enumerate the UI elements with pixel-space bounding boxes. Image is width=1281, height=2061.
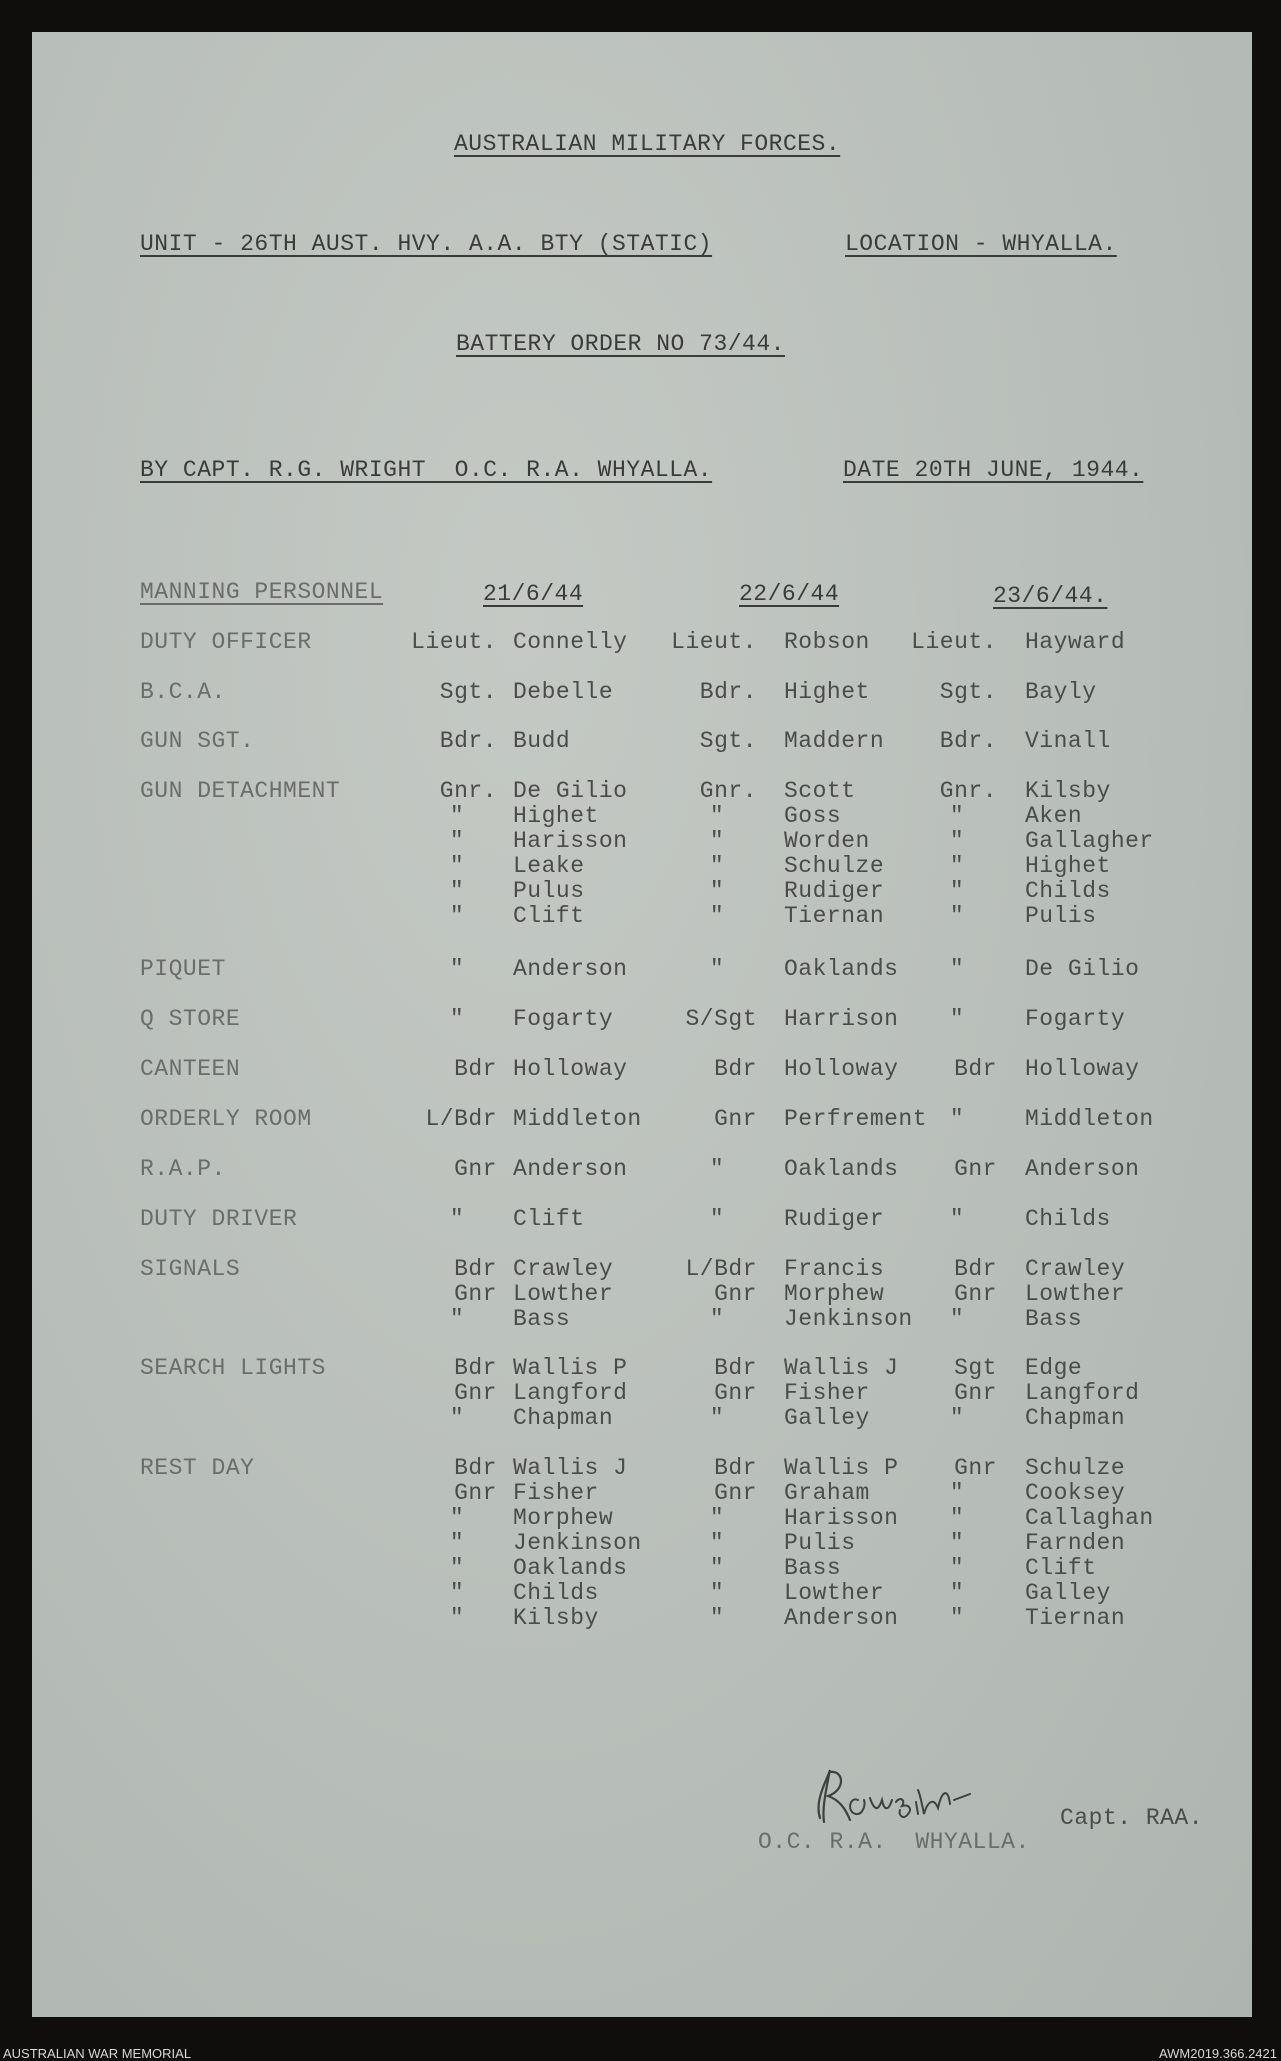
rank-cell: ": [449, 1555, 465, 1581]
duty-label: CANTEEN: [140, 1056, 241, 1082]
name-cell: Lowther: [513, 1281, 614, 1307]
name-cell: Wallis P: [513, 1355, 628, 1381]
rank-cell: ": [709, 1605, 725, 1631]
name-cell: Bass: [513, 1306, 571, 1332]
rank-cell: ": [449, 956, 465, 982]
rank-cell: ": [949, 1605, 965, 1631]
rank-cell: ": [949, 956, 965, 982]
name-cell: Rudiger: [784, 878, 885, 904]
rank-cell: Gnr: [714, 1380, 757, 1406]
name-cell: Crawley: [513, 1256, 614, 1282]
name-cell: Wallis J: [784, 1355, 899, 1381]
rank-cell: ": [949, 878, 965, 904]
name-cell: Fogarty: [1025, 1006, 1126, 1032]
duty-label: DUTY OFFICER: [140, 629, 312, 655]
name-cell: Pulus: [513, 878, 585, 904]
name-cell: Chapman: [1025, 1405, 1126, 1431]
rank-cell: ": [949, 1480, 965, 1506]
name-cell: Langford: [513, 1380, 628, 1406]
name-cell: Morphew: [784, 1281, 885, 1307]
name-cell: Harisson: [513, 828, 628, 854]
name-cell: Gallagher: [1025, 828, 1154, 854]
name-cell: Clift: [513, 1206, 585, 1232]
column-header-date-2: 22/6/44: [739, 581, 840, 607]
footer-accession-number: AWM2019.366.2421: [1158, 2046, 1277, 2061]
duty-label: PIQUET: [140, 956, 226, 982]
rank-cell: ": [449, 1530, 465, 1556]
rank-cell: Bdr: [954, 1256, 997, 1282]
name-cell: Leake: [513, 853, 585, 879]
name-cell: Harisson: [784, 1505, 899, 1531]
order-number: BATTERY ORDER NO 73/44.: [456, 331, 785, 357]
name-cell: Robson: [784, 629, 870, 655]
name-cell: Oaklands: [784, 1156, 899, 1182]
name-cell: Childs: [513, 1580, 599, 1606]
name-cell: Wallis J: [513, 1455, 628, 1481]
name-cell: Pulis: [1025, 903, 1097, 929]
name-cell: Rudiger: [784, 1206, 885, 1232]
name-cell: Middleton: [1025, 1106, 1154, 1132]
rank-cell: ": [709, 878, 725, 904]
rank-cell: Gnr: [714, 1480, 757, 1506]
column-header-date-1: 21/6/44: [483, 581, 584, 607]
rank-cell: Sgt.: [939, 679, 997, 705]
handwritten-signature: [800, 1760, 1000, 1830]
rank-cell: ": [949, 1505, 965, 1531]
rank-cell: ": [449, 1006, 465, 1032]
rank-cell: ": [449, 1405, 465, 1431]
rank-cell: Gnr: [714, 1106, 757, 1132]
rank-cell: ": [949, 903, 965, 929]
rank-cell: Gnr: [954, 1455, 997, 1481]
name-cell: Tiernan: [1025, 1605, 1126, 1631]
rank-cell: ": [449, 828, 465, 854]
name-cell: Farnden: [1025, 1530, 1126, 1556]
name-cell: Clift: [513, 903, 585, 929]
name-cell: Debelle: [513, 679, 614, 705]
rank-cell: ": [949, 1555, 965, 1581]
name-cell: Anderson: [513, 1156, 628, 1182]
name-cell: Langford: [1025, 1380, 1140, 1406]
name-cell: Kilsby: [513, 1605, 599, 1631]
rank-cell: ": [709, 1206, 725, 1232]
rank-cell: Bdr: [454, 1256, 497, 1282]
name-cell: Oaklands: [784, 956, 899, 982]
issued-by: BY CAPT. R.G. WRIGHT O.C. R.A. WHYALLA.: [140, 457, 713, 483]
rank-cell: ": [949, 1405, 965, 1431]
rank-cell: ": [449, 853, 465, 879]
name-cell: Morphew: [513, 1505, 614, 1531]
name-cell: Schulze: [784, 853, 885, 879]
rank-cell: ": [709, 1530, 725, 1556]
rank-cell: Bdr: [454, 1056, 497, 1082]
name-cell: Hayward: [1025, 629, 1126, 655]
rank-cell: Bdr: [714, 1355, 757, 1381]
name-cell: Fisher: [513, 1480, 599, 1506]
rank-cell: ": [449, 803, 465, 829]
name-cell: Highet: [784, 679, 870, 705]
name-cell: Anderson: [784, 1605, 899, 1631]
rank-cell: ": [949, 803, 965, 829]
signatory-rank: Capt. RAA.: [1060, 1805, 1204, 1831]
column-header-date-3: 23/6/44.: [993, 583, 1108, 609]
name-cell: Oaklands: [513, 1555, 628, 1581]
rank-cell: L/Bdr: [685, 1256, 757, 1282]
rank-cell: ": [449, 1580, 465, 1606]
duty-label: B.C.A.: [140, 679, 226, 705]
name-cell: De Gilio: [1025, 956, 1140, 982]
rank-cell: ": [709, 1306, 725, 1332]
rank-cell: ": [449, 878, 465, 904]
rank-cell: Lieut.: [671, 629, 757, 655]
rank-cell: Gnr: [714, 1281, 757, 1307]
name-cell: Clift: [1025, 1555, 1097, 1581]
rank-cell: ": [449, 1505, 465, 1531]
rank-cell: S/Sgt: [685, 1006, 757, 1032]
rank-cell: Bdr: [454, 1455, 497, 1481]
name-cell: Anderson: [513, 956, 628, 982]
rank-cell: ": [949, 828, 965, 854]
rank-cell: ": [949, 1530, 965, 1556]
rank-cell: Gnr.: [699, 778, 757, 804]
rank-cell: Bdr: [714, 1056, 757, 1082]
name-cell: Lowther: [784, 1580, 885, 1606]
name-cell: Galley: [1025, 1580, 1111, 1606]
rank-cell: Lieut.: [911, 629, 997, 655]
rank-cell: ": [709, 828, 725, 854]
name-cell: Wallis P: [784, 1455, 899, 1481]
name-cell: Childs: [1025, 1206, 1111, 1232]
name-cell: Aken: [1025, 803, 1083, 829]
signatory-office: O.C. R.A. WHYALLA.: [758, 1829, 1030, 1855]
name-cell: Anderson: [1025, 1156, 1140, 1182]
duty-label: Q STORE: [140, 1006, 241, 1032]
name-cell: Graham: [784, 1480, 870, 1506]
duty-label: ORDERLY ROOM: [140, 1106, 312, 1132]
name-cell: Worden: [784, 828, 870, 854]
name-cell: Highet: [1025, 853, 1111, 879]
rank-cell: L/Bdr: [425, 1106, 497, 1132]
duty-label: DUTY DRIVER: [140, 1206, 298, 1232]
duty-label: SIGNALS: [140, 1256, 241, 1282]
name-cell: Budd: [513, 728, 571, 754]
footer-source: AUSTRALIAN WAR MEMORIAL: [3, 2046, 192, 2061]
rank-cell: ": [949, 1206, 965, 1232]
rank-cell: ": [709, 1405, 725, 1431]
name-cell: Chapman: [513, 1405, 614, 1431]
name-cell: Scott: [784, 778, 856, 804]
rank-cell: ": [949, 853, 965, 879]
rank-cell: Bdr: [714, 1455, 757, 1481]
name-cell: Holloway: [513, 1056, 628, 1082]
name-cell: Connelly: [513, 629, 628, 655]
rank-cell: Gnr: [454, 1380, 497, 1406]
rank-cell: Gnr: [954, 1380, 997, 1406]
name-cell: Callaghan: [1025, 1505, 1154, 1531]
name-cell: Tiernan: [784, 903, 885, 929]
rank-cell: Gnr: [954, 1281, 997, 1307]
rank-cell: ": [709, 803, 725, 829]
order-date: DATE 20TH JUNE, 1944.: [843, 457, 1144, 483]
rank-cell: ": [949, 1106, 965, 1132]
rank-cell: Gnr.: [439, 778, 497, 804]
name-cell: Fisher: [784, 1380, 870, 1406]
duty-label: R.A.P.: [140, 1156, 226, 1182]
rank-cell: Sgt.: [439, 679, 497, 705]
rank-cell: ": [709, 1555, 725, 1581]
rank-cell: ": [949, 1006, 965, 1032]
rank-cell: ": [709, 853, 725, 879]
location-line: LOCATION - WHYALLA.: [845, 231, 1117, 257]
name-cell: Perfrement: [784, 1106, 928, 1132]
rank-cell: ": [449, 1306, 465, 1332]
rank-cell: Bdr: [454, 1355, 497, 1381]
rank-cell: Bdr: [954, 1056, 997, 1082]
name-cell: Kilsby: [1025, 778, 1111, 804]
name-cell: Bass: [784, 1555, 842, 1581]
name-cell: Bass: [1025, 1306, 1083, 1332]
name-cell: Cooksey: [1025, 1480, 1126, 1506]
rank-cell: Bdr.: [439, 728, 497, 754]
name-cell: Maddern: [784, 728, 885, 754]
column-header-personnel: MANNING PERSONNEL: [140, 579, 384, 605]
name-cell: Holloway: [784, 1056, 899, 1082]
rank-cell: ": [949, 1306, 965, 1332]
duty-label: GUN SGT.: [140, 728, 255, 754]
name-cell: Schulze: [1025, 1455, 1126, 1481]
name-cell: Francis: [784, 1256, 885, 1282]
name-cell: Holloway: [1025, 1056, 1140, 1082]
rank-cell: ": [709, 903, 725, 929]
name-cell: Lowther: [1025, 1281, 1126, 1307]
name-cell: Edge: [1025, 1355, 1083, 1381]
name-cell: Galley: [784, 1405, 870, 1431]
name-cell: Jenkinson: [784, 1306, 913, 1332]
duty-label: REST DAY: [140, 1455, 255, 1481]
rank-cell: Bdr.: [939, 728, 997, 754]
name-cell: Middleton: [513, 1106, 642, 1132]
rank-cell: Lieut.: [411, 629, 497, 655]
rank-cell: Bdr.: [699, 679, 757, 705]
name-cell: Harrison: [784, 1006, 899, 1032]
name-cell: Vinall: [1025, 728, 1111, 754]
rank-cell: ": [449, 903, 465, 929]
rank-cell: Gnr: [454, 1281, 497, 1307]
rank-cell: ": [709, 956, 725, 982]
rank-cell: ": [709, 1156, 725, 1182]
rank-cell: Sgt.: [699, 728, 757, 754]
unit-line: UNIT - 26TH AUST. HVY. A.A. BTY (STATIC): [140, 231, 713, 257]
rank-cell: Sgt: [954, 1355, 997, 1381]
rank-cell: Gnr: [454, 1480, 497, 1506]
document-title: AUSTRALIAN MILITARY FORCES.: [454, 131, 841, 157]
duty-label: GUN DETACHMENT: [140, 778, 341, 804]
rank-cell: ": [449, 1605, 465, 1631]
name-cell: Crawley: [1025, 1256, 1126, 1282]
rank-cell: Gnr.: [939, 778, 997, 804]
rank-cell: ": [949, 1580, 965, 1606]
name-cell: Jenkinson: [513, 1530, 642, 1556]
name-cell: Pulis: [784, 1530, 856, 1556]
name-cell: Bayly: [1025, 679, 1097, 705]
rank-cell: ": [449, 1206, 465, 1232]
name-cell: Childs: [1025, 878, 1111, 904]
rank-cell: Gnr: [954, 1156, 997, 1182]
duty-label: SEARCH LIGHTS: [140, 1355, 326, 1381]
rank-cell: ": [709, 1505, 725, 1531]
rank-cell: ": [709, 1580, 725, 1606]
name-cell: De Gilio: [513, 778, 628, 804]
name-cell: Goss: [784, 803, 842, 829]
rank-cell: Gnr: [454, 1156, 497, 1182]
name-cell: Fogarty: [513, 1006, 614, 1032]
name-cell: Highet: [513, 803, 599, 829]
